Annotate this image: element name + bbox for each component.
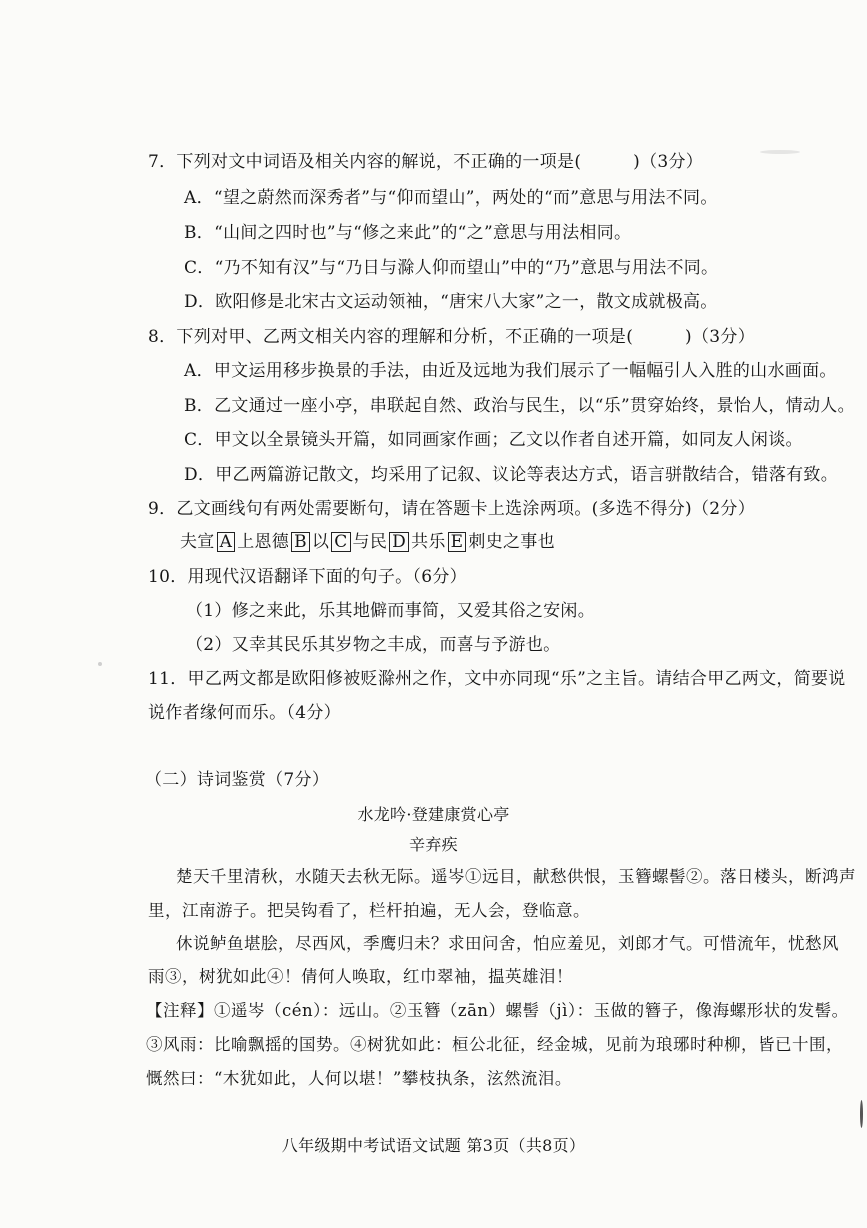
question-9-stem: 9．乙文画线句有两处需要断句，请在答题卡上选涂两项。(多选不得分)（2分） <box>148 499 755 519</box>
break-option-e: E <box>448 532 467 552</box>
question-8-option-a: A．甲文运用移步换景的手法，由近及远地为我们展示了一幅幅引人入胜的山水画面。 <box>184 361 837 381</box>
scan-edge <box>860 1100 863 1128</box>
question-7-option-d: D．欧阳修是北宋古文运动领袖，“唐宋八大家”之一，散文成就极高。 <box>184 292 718 312</box>
break-option-c: C <box>331 532 350 552</box>
sentence-segment: 共乐 <box>411 532 446 552</box>
sentence-segment: 刺史之事也 <box>468 532 555 552</box>
break-option-d: D <box>389 532 409 552</box>
page-footer: 八年级期中考试语文试题 第3页（共8页） <box>281 1136 586 1155</box>
break-option-a: A <box>217 532 236 552</box>
scan-noise <box>98 662 102 666</box>
poem-title: 水龙吟·登建康赏心亭 <box>357 805 510 824</box>
question-9-sentence <box>180 531 555 553</box>
question-8-stem: 8．下列对甲、乙两文相关内容的理解和分析，不正确的一项是( )（3分） <box>148 327 755 347</box>
poem-stanza-1-line-2: 里，江南游子。把吴钩看了，栏杆拍遍，无人会，登临意。 <box>148 901 590 920</box>
sentence-segment: 以 <box>311 532 330 552</box>
question-7-option-a: A．“望之蔚然而深秀者”与“仰而望山”，两处的“而”意思与用法不同。 <box>184 188 718 208</box>
poem-stanza-2-line-1: 休说鲈鱼堪脍，尽西风，季鹰归未？求田问舍，怕应羞见，刘郎才气。可惜流年，忧愁风 <box>176 934 839 953</box>
question-8-option-b: B．乙文通过一座小亭，串联起自然、政治与民生，以“乐”贯穿始终，景怡人，情动人。 <box>184 396 855 416</box>
break-option-b: B <box>291 532 310 552</box>
question-7-stem: 7．下列对文中词语及相关内容的解说，不正确的一项是( )（3分） <box>148 152 704 172</box>
annotation-line-1: 【注释】①遥岑（cén）：远山。②玉簪（zān）螺髻（jì）：玉做的簪子，像海螺形状的发髻。 <box>146 1001 849 1020</box>
question-8-option-d: D．甲乙两篇游记散文，均采用了记叙、议论等表达方式，语言骈散结合，错落有致。 <box>184 465 839 485</box>
scan-noise <box>760 150 800 154</box>
annotation-line-3: 慨然曰：“木犹如此，人何以堪！”攀枝执条，泫然流泪。 <box>146 1069 572 1088</box>
section-heading: （二）诗词鉴赏（7分） <box>145 770 330 790</box>
question-8-option-c: C．甲文以全景镜头开篇，如同画家作画；乙文以作者自述开篇，如同友人闲谈。 <box>184 430 803 450</box>
question-7-option-b: B．“山间之四时也”与“修之来此”的“之”意思与用法相同。 <box>184 223 632 243</box>
question-10-sentence-2: （2）又幸其民乐其岁物之丰成，而喜与予游也。 <box>186 635 561 655</box>
sentence-segment: 与民 <box>352 532 388 552</box>
question-10-stem: 10．用现代汉语翻译下面的句子。（6分） <box>148 567 467 587</box>
poem-author: 辛弃疾 <box>409 835 458 854</box>
poem-stanza-2-line-2: 雨③，树犹如此④！倩何人唤取，红巾翠袖，揾英雄泪！ <box>148 967 573 986</box>
question-7-option-c: C．“乃不知有汉”与“乃日与滁人仰而望山”中的“乃”意思与用法不同。 <box>184 258 719 278</box>
poem-stanza-1-line-1: 楚天千里清秋，水随天去秋无际。遥岑①远目，献愁供恨，玉簪螺髻②。落日楼头，断鸿声 <box>176 867 856 886</box>
annotation-line-2: ③风雨：比喻飘摇的国势。④树犹如此：桓公北征，经金城，见前为琅琊时种柳，皆已十围， <box>146 1035 843 1054</box>
question-11-line-2: 说作者缘何而乐。（4分） <box>148 703 341 723</box>
sentence-segment: 上恩德 <box>237 532 290 552</box>
question-11-line-1: 11．甲乙两文都是欧阳修被贬滁州之作，文中亦同现“乐”之主旨。请结合甲乙两文，简要说 <box>148 669 846 689</box>
sentence-segment: 夫宣 <box>180 532 215 552</box>
question-10-sentence-1: （1）修之来此，乐其地僻而事简，又爱其俗之安闲。 <box>186 601 596 621</box>
